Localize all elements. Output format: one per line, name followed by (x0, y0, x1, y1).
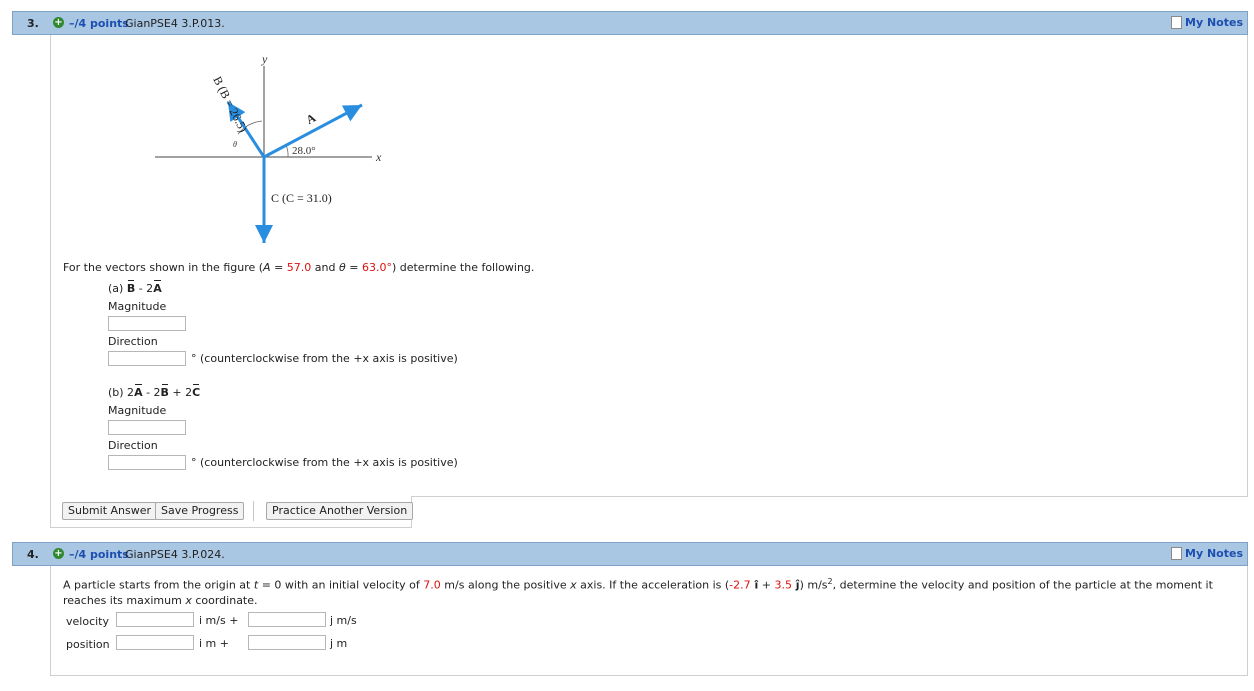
time-symbol: t (253, 578, 259, 592)
intro-text: and (311, 261, 339, 274)
velocity-i-unit: i m/s + (199, 614, 239, 627)
part-b-magnitude-label: Magnitude (108, 404, 167, 417)
question-4-text-line-1 (63, 577, 1213, 592)
my-notes-button[interactable] (1171, 16, 1243, 29)
x-axis-label: x (376, 150, 382, 164)
position-label: position (66, 638, 110, 651)
q4-text: axis. If the acceleration is ( (576, 578, 730, 592)
vector-b-symbol: B (126, 282, 136, 295)
vector-figure (0, 0, 420, 260)
part-a-operator: - 2 (135, 282, 154, 295)
velocity-j-unit: j m/s (330, 614, 357, 627)
q4-text: m/s along the positive (440, 578, 571, 592)
my-notes-label: My Notes (1185, 16, 1243, 29)
intro-a-symbol: A (263, 261, 271, 274)
part-a-magnitude-input[interactable] (108, 316, 186, 331)
squared-superscript: 2 (827, 577, 833, 586)
vector-a-symbol: A (153, 282, 162, 295)
button-separator (253, 501, 254, 521)
intro-text: For the vectors shown in the figure ( (63, 261, 264, 274)
vector-c-label: C (C = 31.0) (271, 191, 332, 205)
expand-plus-icon[interactable]: + (54, 17, 63, 28)
my-notes-button[interactable] (1171, 547, 1243, 560)
vector-a-label: A (303, 110, 318, 127)
q4-text: , determine the velocity and position of the particle at the moment it (832, 578, 1213, 592)
my-notes-label: My Notes (1185, 547, 1243, 560)
theta-symbol: θ (233, 140, 237, 149)
angle-label: 28.0° (292, 145, 316, 157)
part-a-direction-input[interactable] (108, 351, 186, 366)
velocity-i-input[interactable] (116, 612, 194, 627)
vector-c-symbol: C (192, 386, 201, 399)
intro-text: = (345, 261, 362, 274)
part-b-prefix: (b) 2 (108, 386, 135, 399)
part-b-label (108, 386, 200, 399)
question-4-text-line-2 (63, 594, 258, 607)
submit-answer-button[interactable]: Submit Answer (62, 502, 157, 520)
part-b-operator: - 2 (142, 386, 161, 399)
part-b-direction-input[interactable] (108, 455, 186, 470)
question-id: GianPSE4 3.P.013. (125, 17, 225, 30)
part-a-direction-label: Direction (108, 335, 158, 348)
notepad-icon (1171, 16, 1182, 29)
question-3-intro (63, 261, 534, 274)
intro-text: = (270, 261, 287, 274)
save-progress-button[interactable]: Save Progress (155, 502, 244, 520)
vector-a-symbol: A (134, 386, 143, 399)
part-b-operator: + 2 (168, 386, 193, 399)
x-symbol: x (570, 578, 577, 592)
part-a-magnitude-label: Magnitude (108, 300, 167, 313)
theta-value: 63.0° (361, 261, 392, 274)
intro-text: ) determine the following. (391, 261, 535, 274)
position-i-input[interactable] (116, 635, 194, 650)
a-value: 57.0 (286, 261, 312, 274)
part-b-magnitude-input[interactable] (108, 420, 186, 435)
q4-text: = 0 with an initial velocity of (258, 578, 424, 592)
notepad-icon (1171, 547, 1182, 560)
velocity-label: velocity (66, 615, 109, 628)
y-axis-label: y (262, 52, 268, 66)
question-id: GianPSE4 3.P.024. (125, 548, 225, 561)
part-a-label (108, 282, 162, 295)
i-hat-symbol: î (750, 578, 759, 592)
position-j-input[interactable] (248, 635, 326, 650)
part-a-direction-unit: ° (counterclockwise from the +x axis is positive) (191, 352, 458, 365)
points-link[interactable]: –/4 points (69, 17, 129, 30)
velocity-j-input[interactable] (248, 612, 326, 627)
q4-text: ) m/s (799, 578, 828, 592)
x-symbol: x (185, 594, 192, 607)
question-4-header (12, 542, 1248, 566)
points-link[interactable]: –/4 points (69, 548, 129, 561)
position-j-unit: j m (330, 637, 348, 650)
practice-another-version-button[interactable]: Practice Another Version (266, 502, 413, 520)
accel-x-value: -2.7 (729, 578, 751, 592)
part-b-direction-unit: ° (counterclockwise from the +x axis is positive) (191, 456, 458, 469)
part-b-direction-label: Direction (108, 439, 158, 452)
vector-b-symbol: B (160, 386, 169, 399)
initial-velocity-value: 7.0 (423, 578, 441, 592)
q4-text: A particle starts from the origin at (63, 578, 254, 592)
question-number: 4. (27, 548, 39, 561)
expand-plus-icon[interactable]: + (54, 548, 63, 559)
q4-text: + (758, 578, 775, 592)
position-i-unit: i m + (199, 637, 229, 650)
part-a-prefix: (a) (108, 282, 127, 295)
intro-theta-symbol: θ (339, 261, 346, 274)
q4-text: reaches its maximum (63, 594, 186, 607)
vector-b-label: B (B = 26.5) (210, 74, 251, 135)
j-hat-symbol: ĵ (791, 578, 800, 592)
accel-y-value: 3.5 (774, 578, 792, 592)
question-number: 3. (27, 17, 39, 30)
q4-text: coordinate. (191, 594, 258, 607)
